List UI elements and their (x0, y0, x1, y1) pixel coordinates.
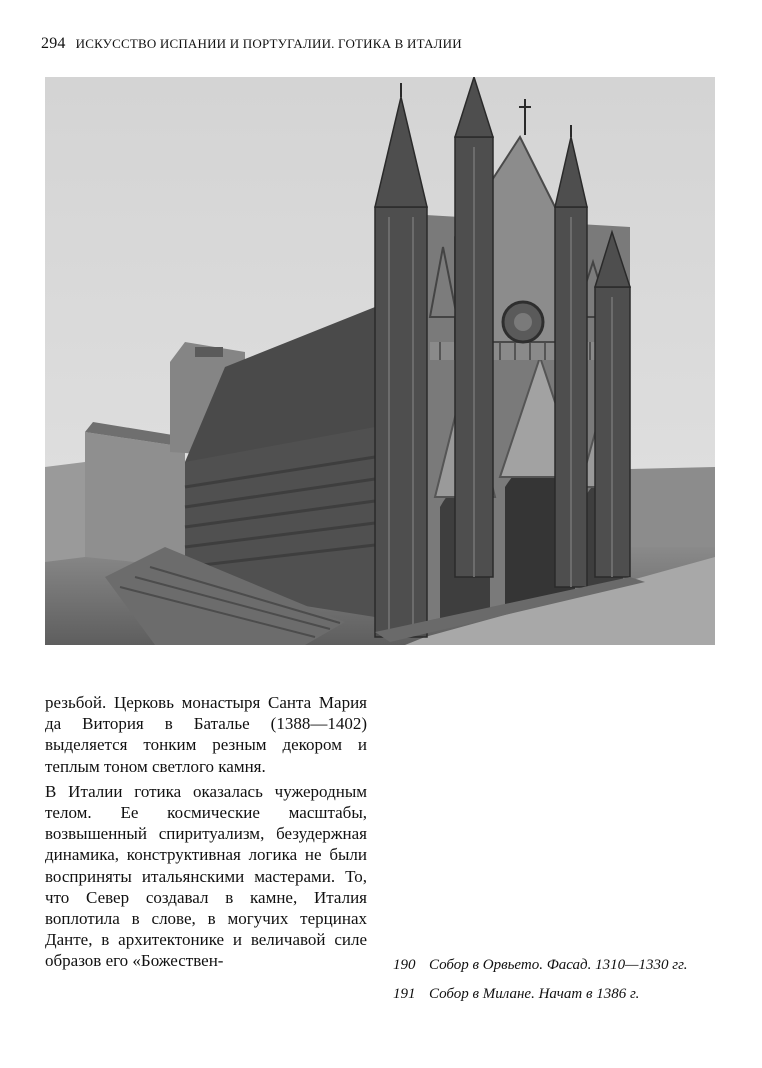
running-header (41, 35, 721, 53)
paragraph-2: В Италии готика оказалась чужеродным телом. Ее космические масштабы, возвышенный спиритуализм, безудержная динамика, конструктивная логика не были восприняты итальянскими мастерами. То, что Север создавал в камне, Италия воплотила в слове, в могучих терцинах Данте, в архитектонике и величавой силе образов его «Божествен- (45, 781, 367, 971)
main-text-column (45, 692, 367, 972)
paragraph-1: резьбой. Церковь монастыря Санта Мария да Витория в Баталье (1388—1402) выделяется тонким резным декором и теплым тоном светлого камня. (45, 693, 367, 776)
caption-191 (393, 985, 715, 1004)
running-title: ИСКУССТВО ИСПАНИИ И ПОРТУГАЛИИ. ГОТИКА В ИТАЛИИ (75, 36, 462, 51)
caption-text: Собор в Орвьето. Фасад. 1310—1330 гг. (429, 957, 688, 973)
figure-captions (393, 956, 715, 1004)
caption-number: 191 (393, 986, 416, 1002)
cathedral-photo (45, 77, 715, 645)
page-number: 294 (41, 35, 66, 52)
caption-190 (393, 956, 715, 975)
caption-number: 190 (393, 957, 416, 973)
caption-text: Собор в Милане. Начат в 1386 г. (429, 986, 640, 1002)
